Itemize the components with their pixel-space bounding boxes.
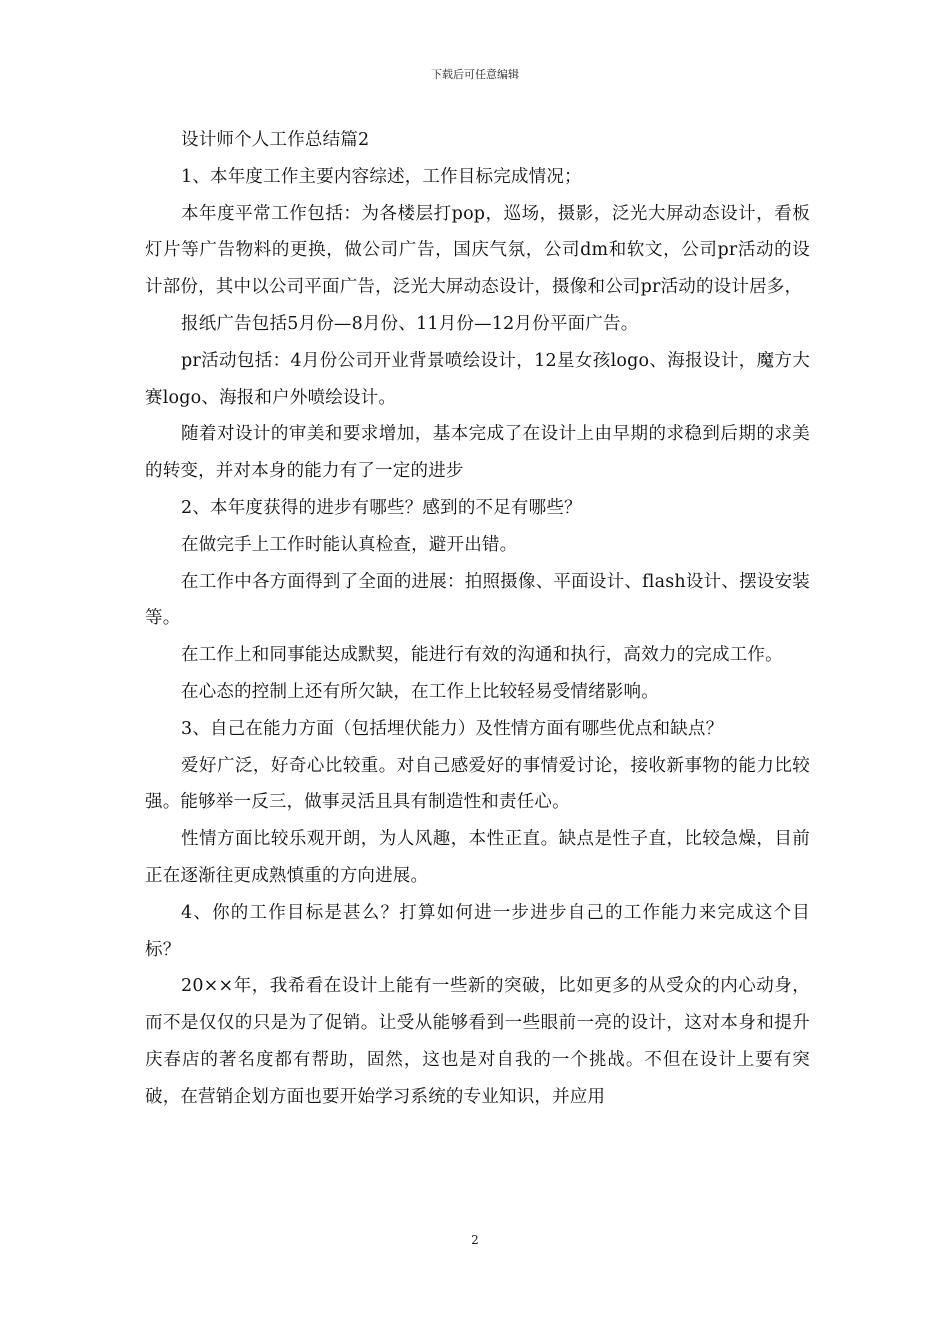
- question-heading: 4、你的工作目标是甚么？打算如何进一步进步自己的工作能力来完成这个目标？: [145, 902, 810, 960]
- paragraph: 报纸广告包括5月份—8月份、11月份—12月份平面广告。: [181, 313, 639, 334]
- paragraph: 随着对设计的审美和要求增加，基本完成了在设计上由早期的求稳到后期的求美的转变，并对本身的能力有了一定的进步: [145, 424, 810, 482]
- paragraph: 爱好广泛，好奇心比较重。对自己感爱好的事情爱讨论，接收新事物的能力比较强。能够举一反三，做事灵活且具有制造性和责任心。: [145, 755, 810, 813]
- question-heading: 2、本年度获得的进步有哪些？感到的不足有哪些？: [181, 497, 582, 518]
- paragraph: 在工作中各方面得到了全面的进展：拍照摄像、平面设计、flash设计、摆设安装等。: [145, 571, 810, 629]
- page-header: 下载后可任意编辑: [431, 68, 519, 81]
- paragraph: pr活动包括：4月份公司开业背景喷绘设计，12星女孩logo、海报设计，魔方大赛logo、海报和户外喷绘设计。: [145, 350, 810, 408]
- section-title: 设计师个人工作总结篇2: [181, 130, 370, 150]
- paragraph: 在心态的控制上还有所欠缺，在工作上比较轻易受情绪影响。: [181, 681, 659, 702]
- page-number: 2: [471, 1233, 479, 1247]
- paragraph: 本年度平常工作包括：为各楼层打pop，巡场，摄影，泛光大屏动态设计，看板灯片等广告物料的更换，做公司广告，国庆气氛，公司dm和软文，公司pr活动的设计部份，其中以公司平面广告，泛光大屏动态设计，摄像和公司pr活动的设计居多，: [145, 203, 810, 298]
- paragraph: 20××年，我希看在设计上能有一些新的突破，比如更多的从受众的内心动身，而不是仅仅的只是为了促销。让受从能够看到一些眼前一亮的设计，这对本身和提升庆春店的著名度都有帮助，固然，这也是对自我的一个挑战。不但在设计上要有突破，在营销企划方面也要开始学习系统的专业知识，并应用: [145, 976, 810, 1107]
- paragraph: 在做完手上工作时能认真检查，避开出错。: [181, 534, 518, 555]
- paragraph: 在工作上和同事能达成默契，能进行有效的沟通和执行，高效力的完成工作。: [181, 645, 783, 666]
- question-heading: 1、本年度工作主要内容综述，工作目标完成情况；: [181, 166, 582, 187]
- document-body: [145, 122, 810, 1116]
- paragraph: 性情方面比较乐观开朗，为人风趣，本性正直。缺点是性子直，比较急燥，目前正在逐渐往更成熟慎重的方向进展。: [145, 829, 810, 886]
- question-heading: 3、自己在能力方面（包括埋伏能力）及性情方面有哪些优点和缺点？: [181, 718, 724, 739]
